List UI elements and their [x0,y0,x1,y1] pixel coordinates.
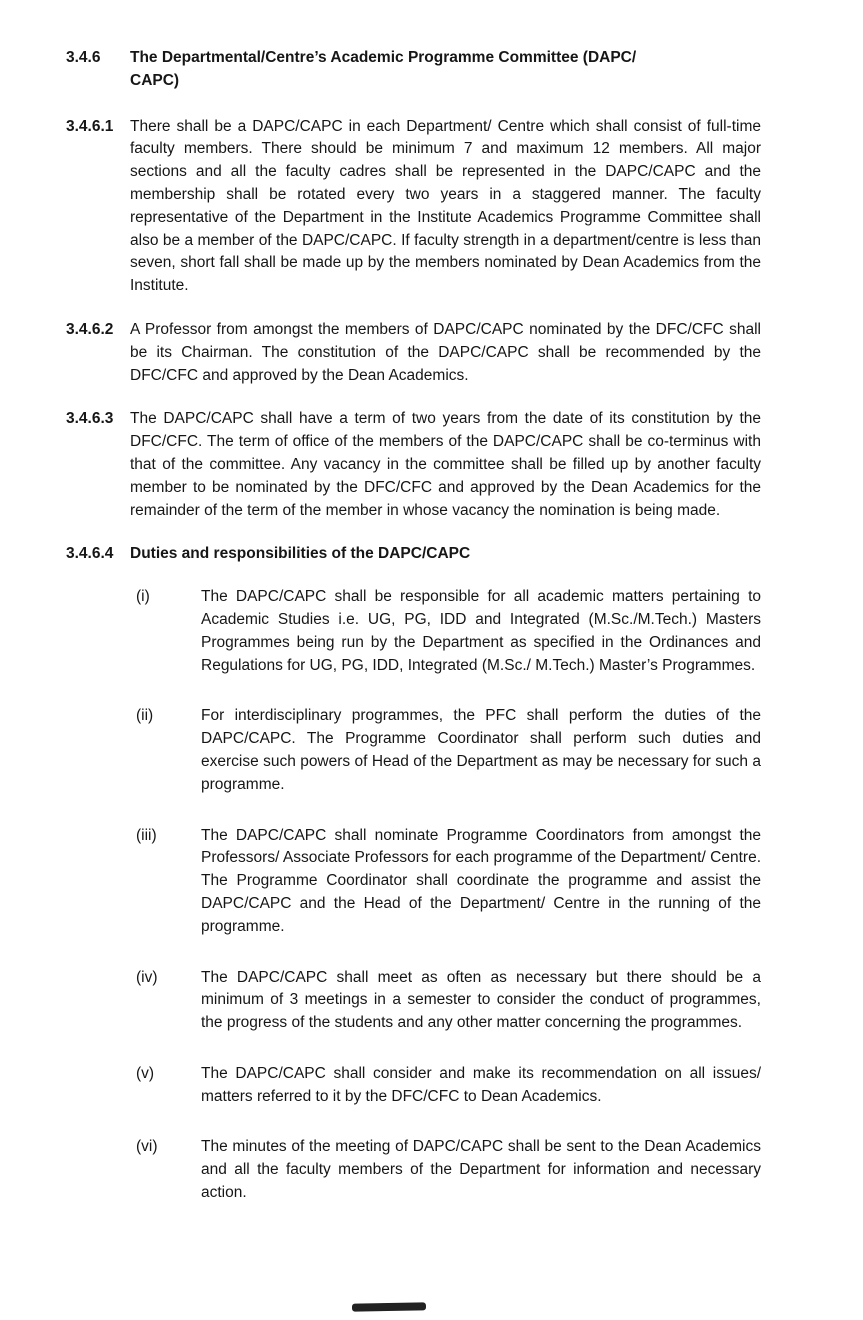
list-item-text: The DAPC/CAPC shall consider and make its recommendation on all issues/ matters referred to it by the DFC/CFC to Dean Academics. [201,1064,761,1105]
clause-text: There shall be a DAPC/CAPC in each Department/ Centre which shall consist of full-time faculty members. There should be minimum 7 and maximum 12 members. All major sections and all the faculty cadres shall be represented in the DAPC/CAPC and the membership shall be rotated every two years in a staggered manner. The faculty representative of the Department in the Institute Academics Programme Committee shall also be a member of the DAPC/CAPC. If faculty strength in a department/centre is less than seven, short fall shall be made up by the members nominated by Dean Academics from the Institute. [130,117,761,295]
list-item-text: For interdisciplinary programmes, the PFC shall perform the duties of the DAPC/CAPC. The Programme Coordinator shall perform such duties and exercise such powers of Head of the Department as may be necessary for such a programme. [201,707,761,793]
clause-3-4-6-3 [66,408,761,522]
page-bottom-artifact [352,1302,426,1311]
section-heading [66,47,761,93]
clause-text: The DAPC/CAPC shall have a term of two years from the date of its constitution by the DFC/CFC. The term of office of the members of the DAPC/CAPC shall be co-terminus with that of the committee. Any vacancy in the committee shall be filled up by another faculty member to be nominated by the DFC/CFC and approved by the Dean Academics for the remainder of the term of the member in whose vacancy the nomination is being made. [130,410,761,519]
section-number: 3.4.6 [66,49,101,66]
clause-number: 3.4.6.3 [66,410,114,428]
duty-list-item [66,1136,761,1204]
list-item-marker: (i) [136,588,150,606]
clause-number: 3.4.6.4 [66,545,114,563]
list-item-text: The DAPC/CAPC shall meet as often as necessary but there should be a minimum of 3 meetings in a semester to consider the conduct of programmes, the progress of the students and any other matter concerning the programmes. [201,968,761,1032]
list-item-marker: (iii) [136,826,157,844]
section-title-line2: CAPC) [130,71,180,89]
clause-3-4-6-2 [66,319,761,387]
subheading-text: Duties and responsibilities of the DAPC/CAPC [130,545,471,563]
clause-text: A Professor from amongst the members of DAPC/CAPC nominated by the DFC/CFC shall be its Chairman. The constitution of the DAPC/CAPC shall be recommended by the DFC/CFC and approved by the Dean Academics. [130,320,761,384]
section-title-line1: The Departmental/Centre’s Academic Programme Committee (DAPC/ [130,49,637,66]
list-item-marker: (ii) [136,707,154,725]
list-item-text: The DAPC/CAPC shall be responsible for all academic matters pertaining to Academic Studies i.e. UG, PG, IDD and Integrated (M.Sc./M.Tech.) Masters Programmes being run by the Department as specified in the Ordinances and Regulations for UG, PG, IDD, Integrated (M.Sc./ M.Tech.) Master’s Programmes. [201,588,761,674]
duty-list-item [66,1063,761,1109]
clause-3-4-6-1 [66,116,761,298]
list-item-marker: (vi) [136,1138,158,1156]
duty-list-item [66,586,761,677]
clause-3-4-6-4-heading [66,543,761,566]
clause-number: 3.4.6.1 [66,117,114,135]
clause-number: 3.4.6.2 [66,320,114,338]
list-item-marker: (iv) [136,968,158,986]
list-item-text: The DAPC/CAPC shall nominate Programme Coordinators from amongst the Professors/ Associate Professors for each programme of the Department/ Centre. The Programme Coordinator shall coordinate the programme and assist the DAPC/CAPC and the Head of the Department/ Centre in the running of the programme. [201,826,761,935]
list-item-text: The minutes of the meeting of DAPC/CAPC shall be sent to the Dean Academics and all the faculty members of the Department for information and necessary action. [201,1138,761,1202]
duty-list-item [66,825,761,939]
duty-list-item [66,705,761,796]
duty-list-item [66,967,761,1035]
list-item-marker: (v) [136,1064,155,1082]
